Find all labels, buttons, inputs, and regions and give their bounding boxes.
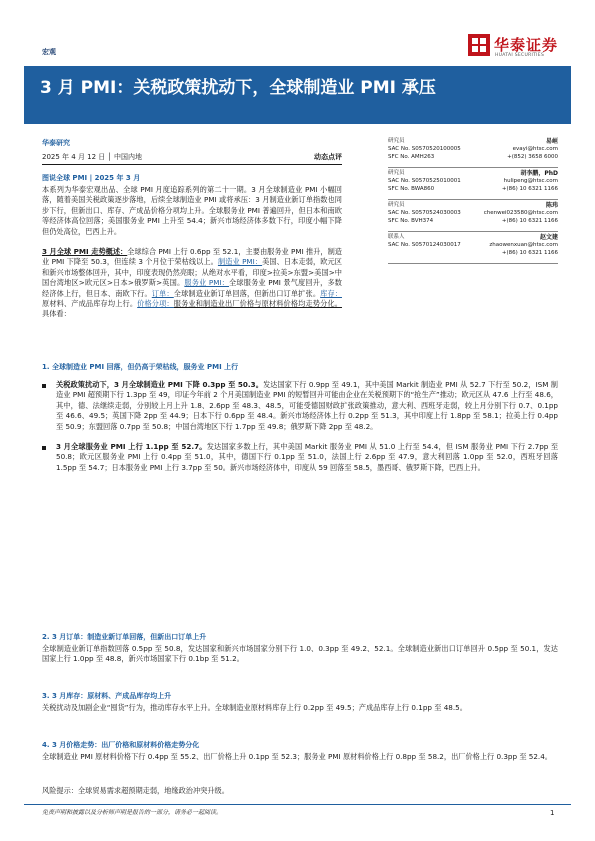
analyst-sac: SAC No. S0570124030017 (388, 242, 461, 248)
analyst-sfc: SFC No. AMH263 (388, 154, 435, 160)
analyst-divider (388, 199, 558, 200)
analyst-card (388, 234, 558, 266)
title-banner (24, 66, 571, 124)
manufacturing-body: 发达国家下行 0.9pp 至 49.1，其中美国 Markit 制造业 PMI 从 52.7 下行至 50.2，ISM 制造业 PMI 超预期下行 1.3pp 至 49，印证今年前 2 个月美国制造业 PMI 的短暂回升可能由企业在关税预期下的“抢生产”推动；欧元区从 47.6 上行至 48.6，其中，德、法继续走弱，分别较上月上升 1.8、2.6pp 至 48.3、48.5，可能受德国财政扩张政策推动，意大利、西班牙走弱，较上月分别下行 0.7、0.1pp 至 46.6、49.5；英国下降 2pp 至 44.9；日本下行 0.6pp 至 48.4。新兴市场经济体上行 0.2pp 至 51.3，其中印度上行 1.8pp 至 58.1；拉美上行 0.4pp 至 50.9；东盟回落 0.7pp 至 50.8；中国台湾地区下行 1.7pp 至 49.8；俄罗斯下降 2pp 至 48.2。 (56, 380, 558, 431)
section-4-body: 全球制造业 PMI 原材料价格下行 0.4pp 至 55.2、出厂价格上升 0.1pp 至 52.3；服务业 PMI 原材料价格上行 0.8pp 至 58.2，出厂价格上行 0.3pp 至 52.4。 (42, 752, 552, 761)
box-heading: 图说全球 PMI | 2025 年 3 月 (42, 174, 141, 182)
inventory-text: 原材料、产成品库存均上行。 (42, 299, 138, 309)
analyst-role: 联系人 (388, 234, 405, 240)
category-label: 宏观 (42, 48, 56, 56)
section-1 (42, 362, 558, 473)
logo-text-en: HUATAI SECURITIES (495, 53, 545, 58)
svc-text: 全球服务业 PMI 景气度回升，多数经济体上行，但日本、南欧下行。 (42, 278, 342, 298)
section-1-heading: 1. 全球制造业 PMI 回落，但仍高于荣枯线，服务业 PMI 上行 (42, 363, 239, 371)
bullet-icon (42, 446, 46, 450)
services-body: 发达国家多数上行，其中美国 Markit 服务业 PMI 从 51.0 上行至 54.4，但 ISM 服务业 PMI 下行 2.7pp 至 50.8；欧元区服务业 PMI 上行 0.4pp 至 51.0，其中，德国下行 0.1pp 至 51.0，法国上行 2.6pp 至 47.9，意大利回落 1.0pp 至 52.0，西班牙回落 1.5pp 至 54.7；日本服务业 PMI 上行 3.7pp 至 50。新兴市场经济体中，印度从 59 回落至 58.5，墨西哥、俄罗斯下降，巴西上升。 (56, 442, 559, 472)
mfg-text: 美国、日本走弱，欧元区和新兴市场整体回升，其中，印度表现仍然亮眼；从绝对水平看，印度>拉美>东盟>美国>中国台湾地区>欧元区>日本>俄罗斯>英国。 (42, 257, 342, 288)
section-4 (42, 740, 558, 762)
order-text: 全球制造业新订单回落，但新出口订单扩张。 (173, 288, 321, 298)
analyst-email[interactable]: hulipeng@htsc.com (503, 178, 558, 184)
analyst-phone: +(86) 10 6321 1166 (501, 250, 558, 256)
section-2 (42, 632, 558, 665)
analyst-divider (388, 263, 558, 264)
section-3 (42, 691, 558, 713)
analyst-sac: SAC No. S0570520100005 (388, 146, 461, 152)
overview-tail: 具体看： (42, 309, 71, 319)
analyst-role: 研究员 (388, 138, 405, 144)
analyst-sfc: SFC No. BWA860 (388, 186, 435, 192)
analyst-panel (388, 138, 558, 266)
divider (42, 164, 342, 165)
services-lead: 3 月全球服务业 PMI 上行 1.1pp 至 52.7。 (56, 442, 207, 452)
report-title: 3 月 PMI：关税政策扰动下，全球制造业 PMI 承压 (40, 78, 436, 98)
risk-warning: 风险提示：全球贸易需求超预期走弱，地缘政治冲突升级。 (42, 786, 229, 795)
manufacturing-lead: 关税政策扰动下，3 月全球制造业 PMI 下降 0.3pp 至 50.3。 (56, 380, 263, 389)
section-3-heading: 3. 3 月库存：原材料、产成品库存均上升 (42, 692, 172, 700)
analyst-name: 易峘 (545, 138, 558, 145)
intro-paragraph: 本系列为华泰宏观出品、全球 PMI 月度追踪系列的第二十一期。3 月全球制造业 PMI 小幅回落，随着美国关税政策逐步落地，后续全球制造业 PMI 或将承压：3 月制造业新订单指数也同步下行，但新出口、库存、产成品价格分项均上升。全球服务业 PMI 普遍回升，但日本和南欧等经济体高位回落；美国服务业 PMI 上升至 54.4；新兴市场经济体多数下行，印度小幅下降但仍处高位，巴西上升。 (42, 185, 342, 236)
footer-disclaimer: 免责声明和披露以及分析师声明是报告的一部分，请务必一起阅读。 (42, 809, 223, 816)
inventory-lead: 库存： (320, 288, 342, 298)
section-2-heading: 2. 3 月订单：制造业新订单回落，但新出口订单上升 (42, 633, 207, 641)
series-label: 华泰研究 (42, 139, 70, 147)
analyst-sac: SAC No. S0570525010001 (388, 178, 461, 184)
analyst-name: 赵文建 (539, 234, 558, 241)
analyst-card (388, 202, 558, 234)
svc-lead: 服务业 PMI： (184, 278, 230, 288)
mfg-lead: 制造业 PMI： (217, 257, 263, 267)
bullet-icon (42, 384, 46, 388)
huatai-logo-icon (468, 34, 490, 56)
analyst-phone: +(852) 3658 6000 (507, 154, 558, 160)
analyst-role: 研究员 (388, 170, 405, 176)
analyst-email[interactable]: evayi@htsc.com (512, 146, 558, 152)
analyst-card (388, 170, 558, 202)
order-lead: 订单： (151, 288, 174, 298)
analyst-sac: SAC No. S0570524030003 (388, 210, 461, 216)
analyst-divider (388, 231, 558, 232)
overview-paragraph (42, 247, 342, 320)
huatai-logo (468, 34, 568, 60)
analyst-name: 胡李鹏，PhD (520, 170, 558, 177)
analyst-phone: +(86) 10 6321 1166 (501, 218, 558, 224)
analyst-role: 研究员 (388, 202, 405, 208)
main-column (42, 138, 342, 320)
section-4-heading: 4. 3 月价格走势：出厂价格和原材料价格走势分化 (42, 741, 200, 749)
report-type: 动态点评 (314, 153, 342, 161)
section-2-body: 全球制造业新订单指数回落 0.5pp 至 50.8，发达国家和新兴市场国家分别下行 1.0、0.3pp 至 49.2、52.1。全球制造业新出口订单回升 0.5pp 至 50.1，发达国家上行 1.0pp 至 48.8，新兴市场国家下行 0.1bp 至 51.2。 (42, 644, 558, 664)
analyst-divider (388, 167, 558, 168)
logo-text-cn: 华泰证券 (494, 36, 559, 54)
analyst-card (388, 138, 558, 170)
price-text: 服务业和制造业出厂价格与原材料价格均走势分化。 (173, 299, 342, 309)
services-bullet (56, 442, 558, 473)
date-line: 2025 年 4 月 12 日 │ 中国内地 (42, 153, 142, 161)
overview-text: 全球综合 PMI 上行 0.6pp 至 52.1，主要由服务业 PMI 推升，制造业 PMI 下降至 50.3，但连续 3 个月位于荣枯线以上。 (42, 247, 342, 267)
analyst-sfc: SFC No. BVH374 (388, 218, 434, 224)
analyst-email[interactable]: chenwei023580@htsc.com (483, 210, 558, 216)
price-lead: 价格分项： (137, 299, 174, 309)
manufacturing-bullet (56, 380, 558, 432)
analyst-name: 陈玮 (545, 202, 558, 209)
footer-divider (24, 804, 571, 805)
analyst-phone: +(86) 10 6321 1166 (501, 186, 558, 192)
overview-lead: 3 月全球 PMI 走势概述： (42, 247, 128, 257)
page-number: 1 (550, 809, 555, 817)
section-3-body: 关税扰动及加剧企业“囤货”行为，推动库存水平上升。全球制造业原材料库存上行 0.2pp 至 49.5；产成品库存上行 0.1pp 至 48.5。 (42, 703, 467, 712)
analyst-email[interactable]: zhaowenxuan@htsc.com (489, 242, 558, 248)
